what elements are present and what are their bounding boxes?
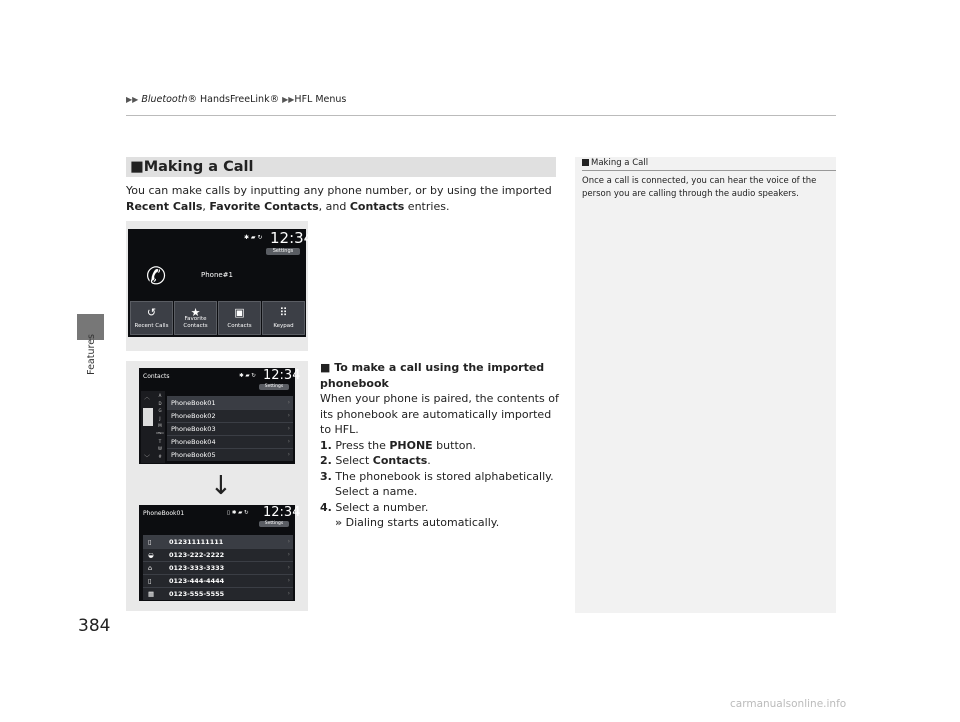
list-item-label: PhoneBook04 (171, 438, 216, 446)
phone-number: 0123-555-5555 (169, 590, 225, 598)
phonebook-title: PhoneBook01 (143, 510, 185, 517)
mobile-icon: ▯ (148, 577, 152, 585)
step-4-result (320, 515, 560, 531)
table-row[interactable] (143, 574, 293, 587)
clock: 12:34 (270, 229, 314, 247)
procedure-steps (320, 438, 560, 531)
scroll-down-icon[interactable]: ﹀ (144, 455, 151, 462)
favorite-contacts-label: Favorite Contacts (183, 316, 208, 329)
table-row[interactable] (143, 587, 293, 600)
keypad-label: Keypad (273, 322, 294, 329)
procedure-block (320, 360, 560, 531)
breadcrumb (126, 94, 346, 105)
home-icon: ⌂ (148, 564, 153, 572)
list-item-label: PhoneBook05 (171, 451, 216, 459)
chapter-label: Features (86, 334, 97, 375)
step-text: Select (331, 454, 373, 467)
chevron-right-icon: › (287, 451, 290, 458)
procedure-description: When your phone is paired, the contents of its phonebook are automatically imported to HFL. (320, 392, 559, 436)
breadcrumb-arrow-icon: ▶▶ (126, 95, 139, 104)
phone-menu-screen (128, 229, 314, 337)
list-item-label: PhoneBook03 (171, 425, 216, 433)
note-heading (582, 158, 648, 168)
breadcrumb-hfl-menus: HFL Menus (294, 94, 347, 105)
history-icon: ↺ (146, 306, 157, 319)
note-heading-text: Making a Call (591, 158, 649, 168)
index-letter[interactable]: D (158, 400, 162, 406)
index-letter[interactable]: T (158, 438, 162, 444)
header-divider (126, 115, 836, 116)
recent-calls-label: Recent Calls (134, 322, 169, 329)
star-icon: ★ (190, 306, 201, 319)
intro-recent-calls: Recent Calls (126, 200, 203, 213)
list-item[interactable] (167, 435, 293, 448)
phone-number: 0123-222-2222 (169, 551, 225, 559)
note-divider (582, 170, 836, 171)
index-letter[interactable]: # (158, 453, 162, 459)
favorite-contacts-tile[interactable] (174, 301, 217, 335)
step-number: 4. (320, 500, 332, 514)
contacts-tile[interactable] (218, 301, 261, 335)
mobile-icon: ▯ (148, 538, 152, 546)
list-item[interactable] (167, 396, 293, 409)
step-4 (320, 500, 560, 516)
table-row[interactable] (143, 548, 293, 561)
clock: 12:34 (263, 368, 301, 383)
list-item-label: PhoneBook01 (171, 399, 216, 407)
phone-name: Phone#1 (201, 271, 234, 279)
step-text: Select a number. (331, 500, 429, 514)
table-row[interactable] (143, 561, 293, 574)
step-text: Press the (331, 438, 390, 452)
step-number: 1. (320, 438, 332, 452)
settings-button[interactable]: Settings (259, 384, 289, 390)
contacts-name: Contacts (372, 454, 428, 467)
list-item-label: PhoneBook02 (171, 412, 216, 420)
recent-calls-tile[interactable] (130, 301, 173, 335)
keypad-icon: ⠿ (279, 306, 288, 319)
page-number: 384 (78, 616, 111, 636)
phonebook-detail-screen (139, 505, 301, 601)
result-arrow-icon: » (335, 516, 343, 529)
work-phone-icon: ◒ (148, 551, 154, 559)
intro-contacts: Contacts (349, 200, 405, 213)
note-panel (575, 157, 836, 613)
list-item[interactable] (167, 448, 293, 461)
chevron-right-icon: › (287, 551, 290, 558)
status-icons: ✱ ▰ ↻ (239, 373, 256, 379)
intro-text: You can make calls by inputting any phone number, or by using the imported (126, 184, 552, 197)
result-text: Dialing starts automatically. (342, 516, 500, 529)
keypad-tile[interactable] (262, 301, 305, 335)
procedure-heading: ■ To make a call using the imported phonebook (320, 361, 545, 390)
index-letter[interactable]: M (158, 423, 162, 429)
chevron-right-icon: › (287, 564, 290, 571)
settings-button[interactable]: Settings (259, 521, 289, 527)
contacts-screen (139, 368, 301, 464)
status-icons: ▯ ✱ ▰ ↻ (227, 510, 249, 516)
table-row[interactable] (143, 535, 293, 548)
phone-number: 0123-444-4444 (169, 577, 225, 585)
section-title: ■Making a Call (130, 159, 254, 175)
phone-handset-icon: ✆ (146, 262, 167, 290)
section-intro (126, 183, 556, 215)
step-3-cont: Select a name. (335, 485, 418, 498)
chevron-right-icon: › (287, 577, 290, 584)
office-building-icon: ▦ (148, 590, 155, 598)
note-bullet-icon (582, 159, 589, 166)
step-text: button. (432, 438, 476, 452)
list-item[interactable] (167, 409, 293, 422)
breadcrumb-bluetooth: Bluetooth (141, 94, 188, 105)
index-letter[interactable]: W (158, 446, 162, 452)
phone-number: 012311111111 (169, 538, 224, 546)
breadcrumb-hfl: ® HandsFreeLink® (187, 94, 280, 105)
step-text: The phonebook is stored alphabetically. (331, 469, 554, 483)
index-letters (155, 392, 165, 460)
intro-and: , and (318, 200, 350, 213)
chevron-right-icon: › (287, 399, 290, 406)
alphabet-index[interactable] (141, 391, 165, 463)
chevron-right-icon: › (287, 590, 290, 597)
list-item[interactable] (167, 422, 293, 435)
step-3 (320, 469, 560, 485)
note-text: Once a call is connected, you can hear the voice of the person you are calling through the audio speakers. (582, 176, 817, 199)
step-number: 3. (320, 469, 332, 483)
scroll-up-icon[interactable]: ︿ (144, 394, 151, 401)
index-letter[interactable]: J (159, 415, 161, 421)
chevron-right-icon: › (287, 412, 290, 419)
chevron-right-icon: › (287, 425, 290, 432)
clock: 12:34 (263, 505, 301, 520)
contacts-book-icon: ▣ (234, 306, 245, 319)
chevron-right-icon: › (287, 538, 290, 545)
intro-favorite-contacts: Favorite Contacts (209, 200, 319, 213)
index-letter[interactable]: A (158, 393, 162, 398)
breadcrumb-arrow-icon: ▶▶ (282, 95, 295, 104)
intro-comma: , (202, 200, 210, 213)
watermark: carmanualsonline.info (730, 698, 847, 710)
step-1 (320, 438, 560, 454)
step-number: 2. (320, 454, 332, 467)
intro-end: entries. (404, 200, 450, 213)
step-text: . (427, 454, 431, 467)
down-arrow-icon: ↓ (210, 471, 232, 501)
contacts-label: Contacts (227, 322, 252, 329)
settings-button[interactable]: Settings (266, 248, 300, 255)
contacts-title: Contacts (143, 373, 170, 380)
phone-button-name: PHONE (389, 438, 433, 452)
index-letter[interactable]: G (158, 408, 162, 414)
scroll-highlight (143, 408, 153, 426)
index-letter[interactable]: MNO (156, 430, 164, 435)
phone-number: 0123-333-3333 (169, 564, 225, 572)
status-icons: ✱ ▰ ↻ (244, 234, 263, 241)
chevron-right-icon: › (287, 438, 290, 445)
step-2 (320, 453, 560, 469)
